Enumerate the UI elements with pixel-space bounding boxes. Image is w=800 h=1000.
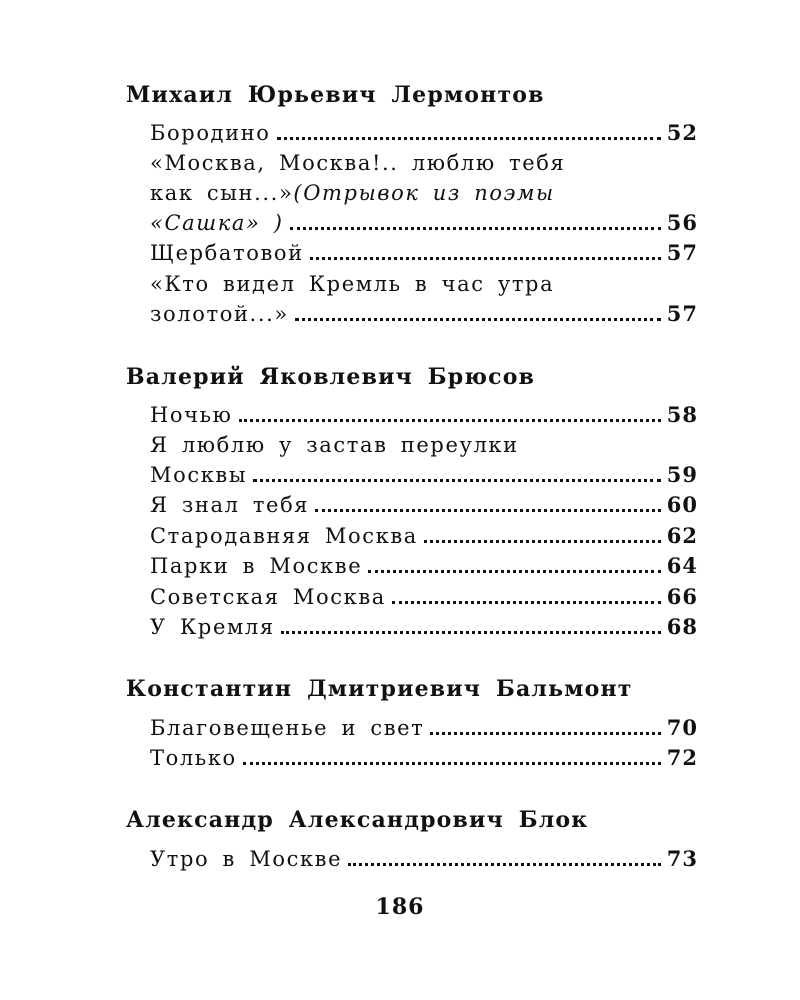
entry-page-number: 57 <box>666 301 698 326</box>
toc-entry-parki-v-moskve <box>150 551 698 581</box>
toc-entry-shcherbatovoy <box>150 238 698 268</box>
entry-page-number: 59 <box>666 462 698 487</box>
entry-title: Только <box>150 746 237 770</box>
toc-entry-u-kremlya <box>150 612 698 642</box>
toc-entry-utro-v-moskve <box>150 844 698 874</box>
toc-entry-tolko <box>150 743 698 773</box>
entry-title: Щербатовой <box>150 241 304 265</box>
entry-page-number: 58 <box>666 402 698 427</box>
entry-page-number: 72 <box>666 745 698 770</box>
entry-title: Бородино <box>150 121 271 145</box>
entry-title: Я знал тебя <box>150 493 310 517</box>
entry-title: Ночью <box>150 403 233 427</box>
entry-title-line: Я люблю у застав переулки <box>150 433 519 457</box>
dot-leader <box>368 570 661 573</box>
entry-title: Утро в Москве <box>150 847 343 871</box>
entry-page-number: 66 <box>666 584 698 609</box>
entry-title-line: «Кто видел Кремль в час утра <box>150 272 555 296</box>
entry-page-number: 64 <box>666 553 698 578</box>
dot-leader <box>290 227 661 230</box>
entry-page-number: 52 <box>666 120 698 145</box>
toc-entry-starodavnyaya-moskva <box>150 521 698 551</box>
toc-entry-sovetskaya-moskva <box>150 582 698 612</box>
toc-entry-ya-znal-tebya <box>150 490 698 520</box>
page-number: 186 <box>375 894 425 920</box>
dot-leader <box>277 137 661 140</box>
entry-page-number: 60 <box>666 492 698 517</box>
entry-title-line: золотой...» <box>150 302 289 326</box>
entry-title: У Кремля <box>150 615 275 639</box>
dot-leader <box>253 479 661 482</box>
entry-page-number: 68 <box>666 614 698 639</box>
toc-entry-kto-videl-kreml <box>150 269 698 329</box>
dot-leader <box>239 419 661 422</box>
entry-page-number: 56 <box>666 210 698 235</box>
entry-title: Парки в Москве <box>150 554 363 578</box>
dot-leader <box>392 601 661 604</box>
dot-leader <box>348 863 661 866</box>
dot-leader <box>281 631 661 634</box>
entry-page-number: 62 <box>666 523 698 548</box>
dot-leader <box>315 509 661 512</box>
toc-entry-nochyu <box>150 400 698 430</box>
entry-title: Стародавняя Москва <box>150 524 418 548</box>
dot-leader <box>243 762 661 765</box>
dot-leader <box>310 257 661 260</box>
author-heading-lermontov: Михаил Юрьевич Лермонтов <box>126 82 545 108</box>
entry-subtitle: (Отрывок из поэмы <box>293 181 555 205</box>
toc-entry-ya-lyublyu <box>150 430 698 490</box>
entry-title-line: «Москва, Москва!.. люблю тебя <box>150 151 566 175</box>
entry-page-number: 70 <box>666 715 698 740</box>
author-heading-bryusov: Валерий Яковлевич Брюсов <box>126 364 536 390</box>
entry-subtitle-end: «Сашка» ) <box>150 211 284 235</box>
toc-entry-blagoveshchenye <box>150 713 698 743</box>
dot-leader <box>295 318 661 321</box>
toc-entry-moskva-moskva <box>150 148 698 238</box>
author-heading-balmont: Константин Дмитриевич Бальмонт <box>126 676 633 702</box>
toc-entry-borodino <box>150 118 698 148</box>
entry-page-number: 57 <box>666 240 698 265</box>
entry-page-number: 73 <box>666 846 698 871</box>
entry-title-line: как сын...» <box>150 181 294 205</box>
author-heading-blok: Александр Александрович Блок <box>126 807 589 833</box>
entry-title-line: Москвы <box>150 463 248 487</box>
entry-title: Советская Москва <box>150 585 386 609</box>
entry-title: Благовещенье и свет <box>150 716 425 740</box>
dot-leader <box>430 732 660 735</box>
dot-leader <box>424 540 661 543</box>
